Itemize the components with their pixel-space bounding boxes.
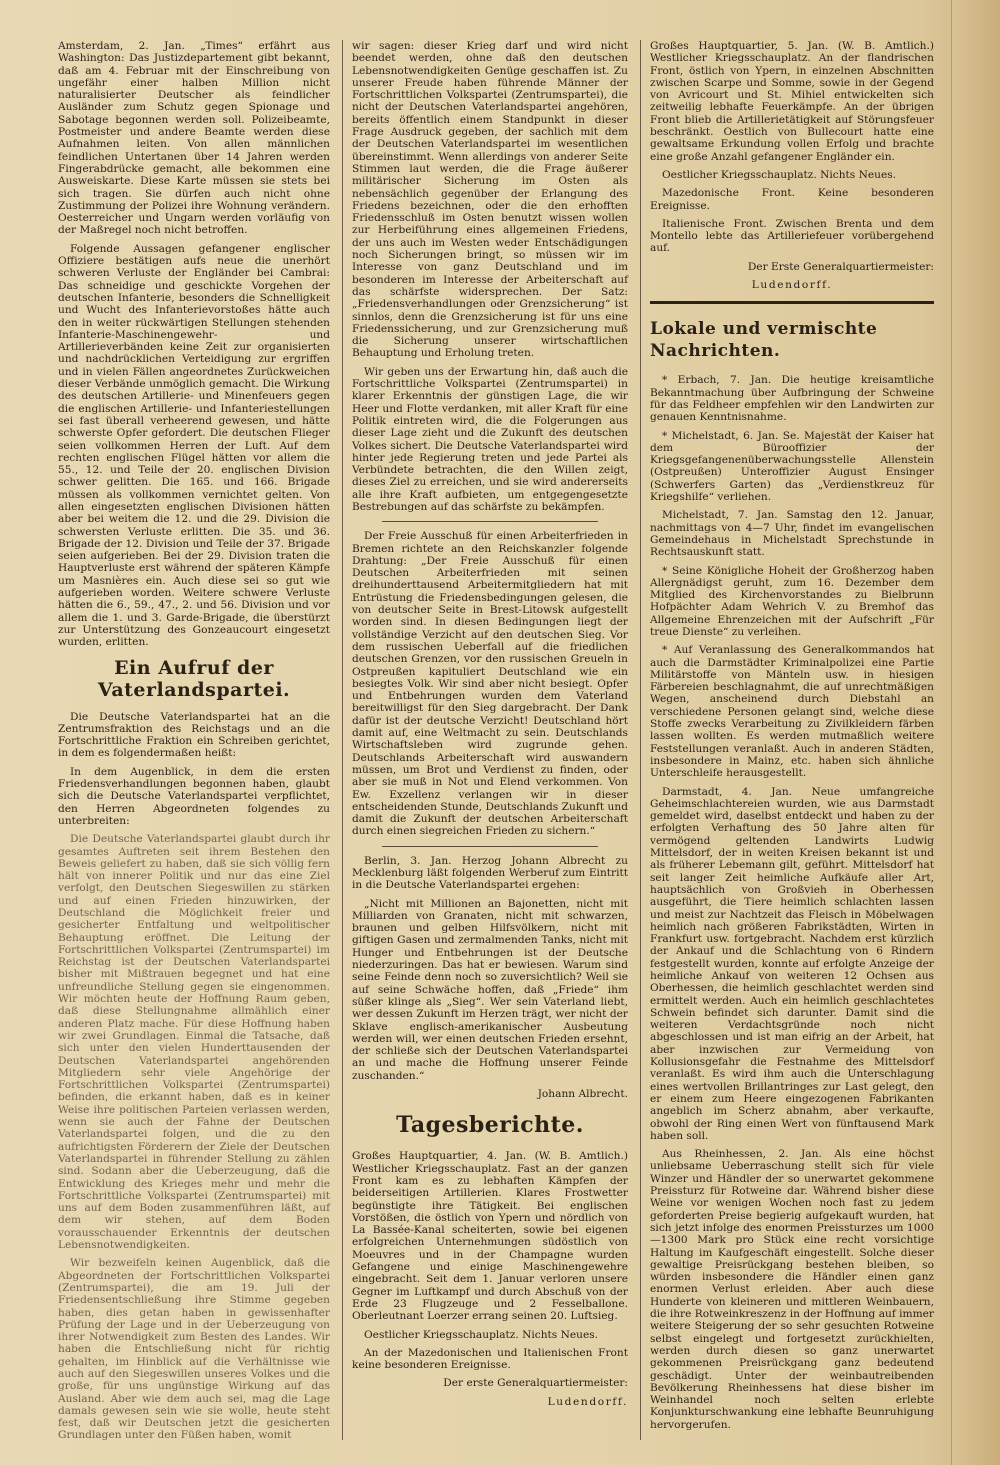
news-darmstadt: * Auf Veranlassung des Generalkommandos hat auch die Darmstädter Kriminalpolizei eine Partie Militärstoffe von Mänteln usw. in hiesigen Färbereien beschlagnahmt, die auf unrechtmäßigen Wegen, anscheinend durch Diebstahl an verschiedene Personen gelangt sind, welche diese Stoffe zwecks Verarbeitung zu Zivilkleidern färben lassen wollten. Es werden mutmaßlich weitere Feststellungen veranlaßt. Auch in anderen Städten, insbesondere in Mainz, etc. haben sich ähnliche Unterschleife herausgestellt. [650,644,934,780]
report-macedonia: An der Mazedonischen und Italienischen Front keine besonderen Ereignisse. [352,1346,628,1372]
news-michelstadt: Michelstadt, 7. Jan. Samstag den 12. Januar, nachmittags von 4—7 Uhr, findet im evangelischen Gemeindehaus in Michelstadt Sprechstunde in Rechtsauskunft statt. [650,509,934,559]
news-darmstadt: Darmstadt, 4. Jan. Neue umfangreiche Geheimschlachtereien wurden, wie aus Darmstadt gemeldet wird, daselbst entdeckt und haben zu der erfolgten Verhaftung des 50 Jahre alten für vermögend geltenden Landwirts Ludwig Mittelsdorf, der in weiten Kreisen bekannt ist und als früherer Lebemann gilt, geführt. Mittelsdorf hat seit langer Zeit heimliche Aufkäufe aller Art, hauptsächlich von Großvieh in Oberhessen ausgeführt, die Tiere heimlich schlachten lassen und meist zur Nachtzeit das Fleisch in Möbelwagen heimlich nach größeren Fabrikstädten, Wirten in Frankfurt usw. fortgebracht. Nachdem erst kürzlich der Ankauf und die Schlachtung von 6 Rindern festgestellt wurden, konnte auf erfolgte Anzeige der heimliche Ankauf von weiteren 12 Ochsen aus Oberhessen, die heimlich geschlachtet werden sind ermittelt werden. Auch ein heimlich geschlachtetes Schwein befindet sich darunter. Damit sind die weiteren Verdachtsgründe noch nicht abgeschlossen und ist man eifrig an der Arbeit, hat aber inzwischen zur Vermeidung von Kollusionsgefahr die Festnahme des Mittelsdorf veranlaßt. Es wird ihm auch die Unterschlagung eines wertvollen Brillantringes zur Last gelegt, den er einem zum Heere eingezogenen Fabrikanten angeblich im Scherz abnahm, aber verkaufte, obwohl der Ring einen Wert von fünftausend Mark haben soll. [650,785,934,1142]
signature: Ludendorff. [751,279,833,292]
article-berlin: Berlin, 3. Jan. Herzog Johann Albrecht zu Mecklenburg läßt folgenden Werberuf zum Eintritt in die Deutsche Vaterlandspartei ergehen: [352,854,628,892]
article-cambrai: Folgende Aussagen gefangener englischer Offiziere bestätigen aufs neue die unerhört schweren Verluste der Engländer bei Cambrai: Das schneidige und geschickte Vorgehen der deutschen Infanterie, besonders die Schnelligkeit und Wucht des Infanterievorstoßes hätte auch den in weiter rückwärtigen Stellungen stehenden Infanterie-Maschinengewehr- und Artillerieverbänden keine Zeit zur organisierten und nachdrücklichen Verteidigung zur ergriffen und in vielen Fällen angeordnetes Zurückweichen dieser Verbände unmöglich gemacht. Die Wirkung des deutschen Artillerie- und Minenfeuers gegen die englischen Artillerie- und Infanteriestellungen sei fast überall verheerend gewesen, und hätte schwerste Opfer gefordert. Die deutschen Flieger seien vollkommen Herren der Luft. Auf dem rechten englischen Flügel hätten vor allem die 55., 12. und Teile der 20. englischen Division schwer gelitten. Die 165. und 166. Brigade müssen als vollkommen vernichtet gelten. Von allen eingesetzten englischen Divisionen hätten aber bei weitem die 12. und die 29. Division die schwersten Verluste erlitten. Die 35. und 36. Brigade der 12. Division und Teile der 37. Brigade seien aufgerieben. Bei der 29. Division traten die Hauptverluste erst während der späteren Kämpfe um Masnières ein. Auch diese sei so gut wie aufgerieben worden. Weitere schwere Verluste hätten die 6., 59., 47., 2. und 56. Division und vor allem die 1. und 3. Garde-Brigade, die überstürzt zur Unterstützung des Gonzeaucourt eingesetzt wurden, erlitten. [58,242,330,649]
aufruf-paragraph: Die Deutsche Vaterlandspartei hat an die Zentrumsfraktion des Reichstags und an die Fortschrittliche Fraktion ein Schreiben gerichtet, in dem es folgendermaßen heißt: [58,710,330,760]
aufruf-continued: Wir geben uns der Erwartung hin, daß auch die Fortschrittliche Volkspartei (Zentrumspartei) in klarer Erkenntnis der günstigen Lage, die wir Heer und Flotte verdanken, mit aller Kraft für eine Politik eintreten wird, die die Folgerungen aus dieser Lage zieht und die Zukunft des deutschen Volkes sichert. Die Deutsche Vaterlandspartei wird hinter jede Regierung treten und jede Partei als Verbündete betrachten, die den Willen zeigt, dieses Ziel zu erreichen, und sie wird andererseits alle ihre Kraft aufbieten, um entgegengesetzte Bestrebungen auf das schärfste zu bekämpfen. [352,365,628,513]
report-macedonia: Mazedonische Front. Keine besonderen Ereignisse. [650,187,934,212]
report-hq-jan4: Großes Hauptquartier, 4. Jan. (W. B. Amtlich.) Westlicher Kriegsschauplatz. Fast an der ganzen Front kam es zu lebhaften Kämpfen der beiderseitigen Artillerien. Klares Frostwetter begünstigte ihre Tätigkeit. Bei englischen Vorstößen, die östlich von Ypern und nördlich von La Bassée-Kanal scheiterten, sowie bei eigenen erfolgreichen Unternehmungen südöstlich von Moeuvres und in der Champagne wurden Gefangene und einige Maschinengewehre eingebracht. Seit dem 1. Januar verloren unsere Gegner im Luftkampf und durch Abschuß von der Erde 23 Flugzeuge und 2 Fesselballone. Oberleutnant Loerzer errang seinen 20. Luftsieg. [352,1150,628,1323]
signature: Ludendorff. [547,1395,628,1408]
separator [382,521,598,522]
column-1 [58,40,330,1448]
column-rule [640,40,641,1440]
headline-tagesberichte: Tagesberichte. [396,1112,584,1139]
report-east: Oestlicher Kriegsschauplatz. Nichts Neues. [364,1328,599,1341]
report-italy: Italienische Front. Zwischen Brenta und dem Montello lebte das Artilleriefeuer vorübergehend auf. [650,217,934,255]
headline-lokale: Lokale und vermischte Nachrichten. [650,319,878,362]
news-michelstadt: * Michelstadt, 6. Jan. Se. Majestät der Kaiser hat dem Bürooffizier der Kriegsgefangenenüberwachungsstelle Allenstein (Ostpreußen) Unteroffizier August Ensinger (Schwerfers Garten) das „Verdienstkreuz für Kriegshilfe“ verliehen. [650,429,934,504]
article-amsterdam: Amsterdam, 2. Jan. „Times“ erfährt aus Washington: Das Justizdepartement gibt bekannt, daß am 4. Februar mit der Einschreibung von ungefähr einer halben Million nicht naturalisierter Deutscher als feindlicher Ausländer zum Schutz gegen Spionage und Sabotage begonnen werden soll. Polizeibeamte, Postmeister und andere Beamte werden diese Aufnahmen leiten. Von allen männlichen feindlichen Untertanen über 14 Jahren werden Fingerabdrücke gemacht, alle bekommen eine Ausweiskarte. Diese Karte müssen sie stets bei sich tragen. Sie dürfen auch nicht ohne Zustimmung der Polizei ihre Wohnung verändern. Oesterreicher und Ungarn werden vorläufig von der Maßregel noch nicht betroffen. [58,40,330,237]
signature: Der erste Generalquartiermeister: [443,1377,628,1390]
separator [382,846,598,847]
news-grossherzog: * Seine Königliche Hoheit der Großherzog haben Allergnädigst geruht, zum 16. Dezember dem Mitglied des Kirchenvorstandes zu Bielbrunn Hofpächter Adam Wehrich V. zu Bremhof das Allgemeine Ehrenzeichen mit der Aufschrift „Für treue Dienste“ zu verleihen. [650,564,934,638]
page-edge [951,0,1000,1465]
signature: Der Erste Generalquartiermeister: [747,260,934,273]
aufruf-paragraph: In dem Augenblick, in dem die ersten Friedensverhandlungen begonnen haben, glaubt sich die Deutsche Vaterlandspartei verpflichtet, den Herren Abgeordneten folgendes zu unterbreiten: [58,765,330,827]
column-3 [650,40,934,1437]
aufruf-paragraph: Wir bezweifeln keinen Augenblick, daß die Abgeordneten der Fortschrittlichen Volkspartei (Zentrumspartei), die am 19. Juli der Friedensentschließung ihre Stimme gegeben haben, dies getan haben in gewissenhafter Prüfung der Lage und in der Ueberzeugung von ihrer Notwendigkeit zum Besten des Landes. Wir haben die Entschließung nicht für richtig gehalten, im Hinblick auf die Verhältnisse wie auch auf den Siegeswillen unseres Volkes und die große, für uns ungünstige Wirkung auf das Ausland. Aber wie dem auch sei, mag die Lage damals gewesen sein wie sie wolle, heute steht fest, daß wir Deutschen jetzt die gesicherten Grundlagen unter den Füßen haben, womit [58,1257,330,1442]
report-hq-jan5: Großes Hauptquartier, 5. Jan. (W. B. Amtlich.) Westlicher Kriegsschauplatz. An der flandrischen Front, östlich von Ypern, in einzelnen Abschnitten zwischen Scarpe und Somme, sowie in der Gegend von Avricourt und St. Mihiel entwickelten sich zeitweilig lebhafte Feuerkämpfe. An der übrigen Front blieb die Artillerietätigkeit auf Störungsfeuer beschränkt. Oestlich von Bullecourt hatte eine gewaltsame Erkundung vollen Erfolg und brachte eine große Anzahl gefangener Engländer ein. [650,40,934,163]
aufruf-paragraph: Die Deutsche Vaterlandspartei glaubt durch ihr gesamtes Auftreten seit ihrem Bestehen den Beweis geliefert zu haben, daß sie sich völlig fern hält von innerer Politik und nur das eine Ziel verfolgt, den Deutschen Siegeswillen zu stärken und auf einen Frieden hinzuwirken, der Deutschland die Möglichkeit freier und gesicherter Entfaltung und weltpolitischer Behauptung eröffnet. Die Leitung der Fortschrittlichen Volkspartei (Zentrumspartei) im Reichstag ist der Deutschen Vaterlandspartei bisher mit Mißtrauen begegnet und hat eine unfreundliche Stellung gegen sie eingenommen. Wir möchten heute der Hoffnung Raum geben, daß diese Stellungnahme allmählich einer anderen Platz mache. Für diese Hoffnung haben wir zwei Grundlagen. Einmal die Tatsache, daß sich unter den vielen Hunderttausenden der Deutschen Vaterlandspartei angehörenden Mitgliedern sehr viele Angehörige der Fortschrittlichen Volkspartei (Zentrumspartei) befinden, die erkannt haben, daß es in keiner Weise ihre politischen Parteien verlassen werden, wenn sie auch der Fahne der Deutschen Vaterlandspartei folgen, und die zu den aufrichtigsten Förderern der Ziele der Deutschen Vaterlandspartei in führender Stellung zu zählen sind. Sodann aber die Ueberzeugung, daß die Entwicklung des Krieges mehr und mehr die Fortschrittliche Volkspartei (Zentrumspartei) mit uns auf dem Boden zusammenführen läßt, auf dem wir stehen, auf dem Boden vorausschauender Erkenntnis der deutschen Lebensnotwendigkeiten. [58,833,330,1252]
column-rule [342,40,343,1440]
aufruf-continued: wir sagen: dieser Krieg darf und wird nicht beendet werden, ohne daß den deutschen Lebensnotwendigkeiten Genüge geschaffen ist. Zu unserer Freude haben führende Männer der Fortschrittlichen Volkspartei (Zentrumspartei), die nicht der Deutschen Vaterlandspartei angehören, bereits öffentlich einem Standpunkt in dieser Frage Ausdruck gegeben, der sachlich mit dem der Deutschen Vaterlandspartei im wesentlichen übereinstimmt. Wenn allerdings von anderer Seite Stimmen laut werden, die die Frage äußerer militärischer Sicherung im Osten als nebensächlich gegenüber der Erlangung des Friedens bezeichnen, oder die den erhofften Friedensschluß im Osten benutzt wissen wollen zur Herbeiführung eines allgemeinen Friedens, der uns auch im Westen weder Entschädigungen noch Sicherungen bringt, so müssen wir im Interesse von ganz Deutschland und im besonderen im Interesse der Arbeiterschaft auf das schärfste widersprechen. Der Satz: „Friedensverhandlungen oder Grenzsicherung“ ist sinnlos, denn die Grenzsicherung ist für uns eine Friedenssicherung, und zur Grenzsicherung muß die Sicherung unserer wirtschaftlichen Behauptung und Erholung treten. [352,40,628,360]
report-east: Oestlicher Kriegsschauplatz. Nichts Neues. [662,168,897,181]
news-rheinhessen: Aus Rheinhessen, 2. Jan. Als eine höchst unliebsame Ueberraschung stellt sich für viele Winzer und Händler der so unerwartet gekommene Preissturz für Rotweine dar. Während bisher diese Weine vor wenigen Wochen noch fast zu jedem geforderten Preise begierig aufgekauft wurden, hat sich jetzt infolge des enormen Preissturzes um 1000—1300 Mark pro Stück eine recht vorsichtige Haltung im Kaufgeschäft eingestellt. Solche dieser gewaltige Preisrückgang bestehen bleiben, so würden insbesondere die Händler einen ganz enormen Verlust erleiden. Aber auch diese Hunderte von kleineren und mittleren Weinbauern, die ihre Rotweinkreszenz in der Hoffnung auf immer weitere Steigerung der so sehr gesuchten Rotweine selbst eingelegt und fortgesetzt zurückhielten, werden durch diesen so ganz unerwartet gekommenen Preisrückgang ganz bedeutend geschädigt. Unter der weinbautreibenden Bevölkerung Rheinhessens hat diese bisher im Weinhandel noch selten erlebte Konjunkturschwankung eine lebhafte Beunruhigung hervorgerufen. [650,1148,934,1431]
berlin-quote: „Nicht mit Millionen an Bajonetten, nicht mit Milliarden von Granaten, nicht mit schwarzen, braunen und gelben Hilfsvölkern, nicht mit giftigen Gasen und zermalmenden Tanks, nicht mit Hunger und Entbehrungen ist der Deutsche niederzuringen. Das hat er bewiesen. Warum sind seine Feinde denn noch so zuversichtlich? Weil sie auf seine Schwäche hoffen, daß „Friede“ ihm süßer klinge als „Sieg“. Wer sein Vaterland liebt, wer dessen Zukunft im Herzen trägt, wer nicht der Sklave englisch-amerikanischer Ausbeutung werden will, wer einen deutschen Frieden ersehnt, der schließe sich der Deutschen Vaterlandspartei an und mache die Hoffnung unserer Feinde zuschanden.“ [352,897,628,1082]
news-erbach: * Erbach, 7. Jan. Die heutige kreisamtliche Bekanntmachung über Aufbringung der Schweine für das Feldheer empfehlen wir den Landwirten zur genauen Kenntnisnahme. [650,374,934,424]
column-2 [352,40,628,1414]
signature: Johann Albrecht. [537,1088,628,1101]
headline-aufruf: Ein Aufruf der Vaterlandspartei. [97,656,291,701]
separator [650,301,934,304]
article-bremen: Der Freie Ausschuß für einen Arbeiterfrieden in Bremen richtete an den Reichskanzler folgende Drahtung: „Der Freie Ausschuß für einen Deutschen Arbeiterfrieden mit seinen dreihunderttausend Arbeitermitgliedern hat mit Entrüstung die Friedensbedingungen gelesen, die von deutscher Seite in Brest-Litowsk aufgestellt worden sind. In diesen Bedingungen liegt der vollständige Verzicht auf den deutschen Sieg. Vor dem russischen Ueberfall auf die friedlichen deutschen Grenzen, vor den russischen Greueln in Ostpreußen kapituliert Deutschland wie ein besiegtes Volk. Wir sind aber nicht besiegt. Opfer und Entbehrungen wurden dem Vaterland bereitwilligst für den Sieg dargebracht. Der Dank dafür ist der deutsche Verzicht! Deutschland hört damit auf, eine Weltmacht zu sein. Deutschlands Wirtschaftsleben wird zugrunde gehen. Deutschlands Arbeiterschaft wird auswandern müssen, um Brot und Verdienst zu finden, oder aber sie muß in Not und Elend verkommen. Von Ew. Exzellenz verlangen wir in dieser entscheidenden Stunde, Deutschlands Zukunft und damit die Zukunft der deutschen Arbeiterschaft durch einen siegreichen Frieden zu sichern.“ [352,530,628,838]
